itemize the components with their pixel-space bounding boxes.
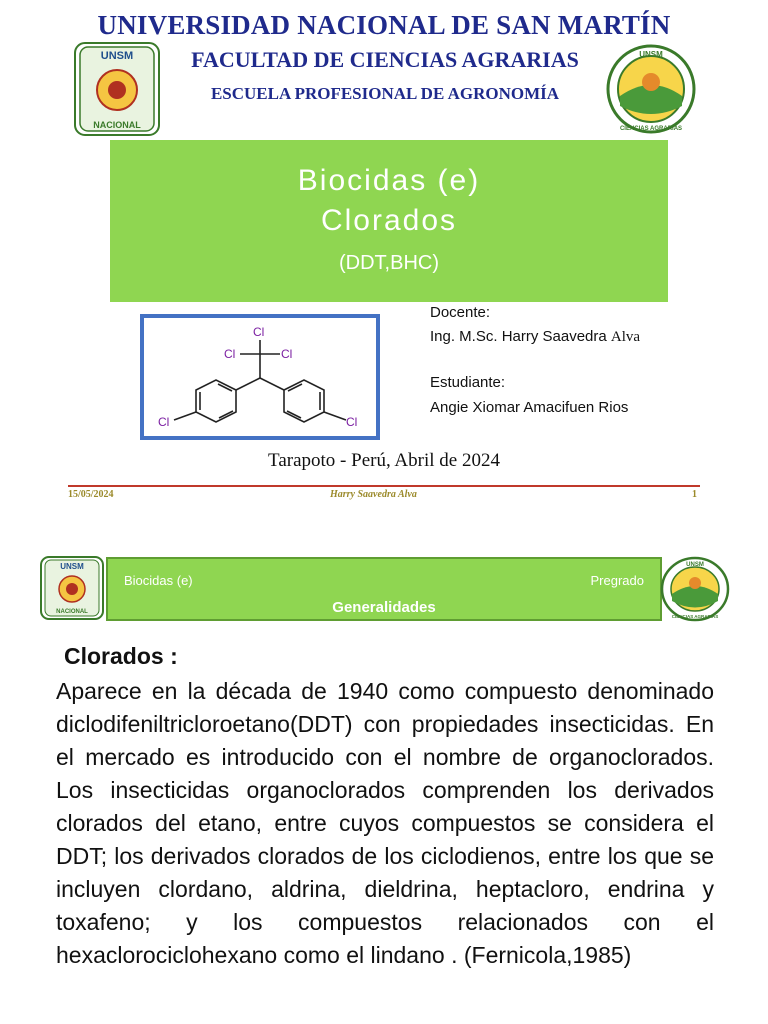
atom-cl-right: Cl [281, 347, 293, 361]
atom-cl-ring-left: Cl [158, 415, 170, 429]
banner-level: Pregrado [590, 573, 644, 588]
logo-small-left-bottom-text: NACIONAL [56, 609, 88, 615]
ddt-structure-diagram [144, 318, 376, 436]
logo-small-right-top-text: UNSM [686, 562, 704, 568]
faculty-seal-logo-right [606, 44, 696, 134]
atom-cl-top: Cl [253, 325, 265, 339]
section-body-paragraph: Aparece en la década de 1940 como compuesto denominado diclodifeniltricloroetano(DDT) con propiedades insecticidas. En el mercado es introducido con el nombre de organoclorados. Los insecticidas organoclorados comprenden los derivados clorados del etano, entre cuyos compuestos se considera el DDT; los derivados clorados de los ciclodienos, entre los que se incluyen clordano, aldrina, dieldrina, heptacloro, endrina y toxafeno; y los compuestos relacionados con el hexaclorociclohexano como el lindano . (Fernicola,1985) [56, 678, 714, 968]
logo-left-top-text: UNSM [100, 50, 134, 62]
logo-right-bottom-text: CIENCIAS AGRARIAS [619, 126, 683, 132]
logo-right-top-text: UNSM [639, 50, 663, 59]
teacher-name-prefix: Ing. M.Sc. Harry Saavedra [430, 328, 607, 345]
atom-cl-left: Cl [224, 347, 236, 361]
ddt-structure-frame [140, 314, 380, 440]
cover-title-box [110, 140, 668, 302]
student-name: Angie Xiomar Amacifuen Rios [430, 399, 629, 416]
place-date: Tarapoto - Perú, Abril de 2024 [268, 450, 500, 471]
banner-course: Biocidas (e) [124, 573, 193, 588]
footer-divider [68, 485, 700, 487]
footer-date: 15/05/2024 [68, 489, 114, 500]
teacher-name [430, 328, 640, 346]
logo-small-right-bottom-text: CIENCIAS AGRARIAS [671, 614, 719, 619]
logo-left-bottom-text: NACIONAL [93, 120, 141, 130]
atom-cl-ring-right: Cl [346, 415, 358, 429]
banner-section-title: Generalidades [332, 599, 436, 616]
cover-title-line2: Clorados [320, 204, 458, 237]
cover-subtitle: (DDT,BHC) [339, 252, 439, 274]
footer-page-number: 1 [692, 489, 697, 500]
university-seal-logo-small [40, 556, 104, 620]
footer-author: Harry Saavedra Alva [330, 489, 417, 500]
section-heading: Clorados : [64, 643, 178, 669]
university-title: UNIVERSIDAD NACIONAL DE SAN MARTÍN [97, 10, 671, 40]
university-seal-logo-left [74, 42, 160, 136]
slide-banner [106, 557, 662, 621]
teacher-label: Docente: [430, 304, 491, 321]
logo-small-left-top-text: UNSM [60, 562, 84, 571]
cover-title-line1: Biocidas (e) [297, 164, 481, 197]
faculty-seal-logo-small [660, 556, 730, 622]
faculty-title: FACULTAD DE CIENCIAS AGRARIAS [191, 47, 579, 72]
teacher-name-last: Alva [610, 329, 641, 345]
school-title: ESCUELA PROFESIONAL DE AGRONOMÍA [210, 84, 560, 103]
student-label: Estudiante: [430, 374, 506, 391]
